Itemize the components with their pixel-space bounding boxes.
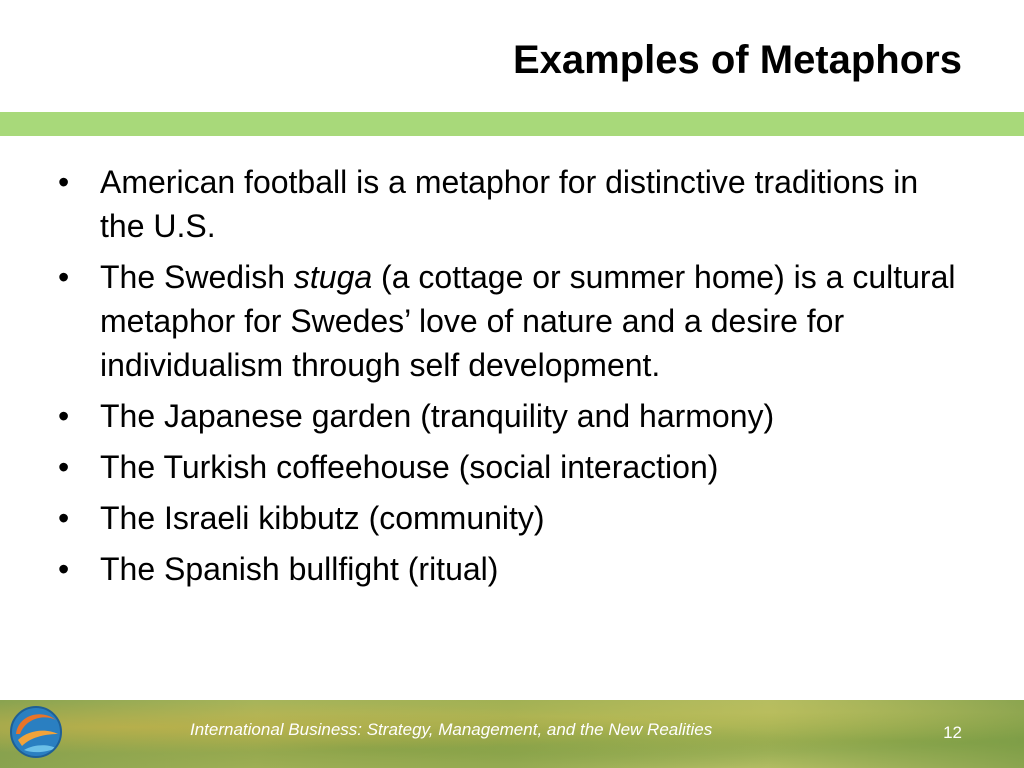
bullet-text: The Turkish coffeehouse (social interaction) (100, 449, 719, 485)
globe-swirl-logo-icon (8, 704, 64, 760)
bullet-text: The Israeli kibbutz (community) (100, 500, 545, 536)
bullet-dot-icon: • (58, 164, 70, 200)
bullet-item (58, 160, 968, 248)
bullet-dot-icon: • (58, 551, 70, 587)
bullet-text: The Japanese garden (tranquility and harmony) (100, 398, 775, 434)
italic-term: stuga (293, 259, 373, 295)
bullet-item (58, 255, 968, 387)
slide-footer (0, 700, 1024, 768)
bullet-list (58, 160, 968, 598)
bullet-item (58, 445, 968, 489)
bullet-item (58, 496, 968, 540)
bullet-dot-icon: • (58, 398, 70, 434)
bullet-item (58, 547, 968, 591)
title-divider-bar (0, 112, 1024, 136)
bullet-dot-icon: • (58, 259, 70, 295)
bullet-text: The Spanish bullfight (ritual) (100, 551, 499, 587)
bullet-text: The Swedish stuga (a cottage or summer home) is a cultural metaphor for Swedes’ love of nature and a desire for individualism through self development. (100, 259, 956, 383)
bullet-item (58, 394, 968, 438)
footer-caption: International Business: Strategy, Management, and the New Realities (190, 720, 713, 739)
bullet-text: American football is a metaphor for distinctive traditions in the U.S. (100, 164, 919, 244)
page-number: 12 (943, 723, 962, 742)
bullet-dot-icon: • (58, 500, 70, 536)
bullet-dot-icon: • (58, 449, 70, 485)
slide-title: Examples of Metaphors (512, 38, 962, 82)
